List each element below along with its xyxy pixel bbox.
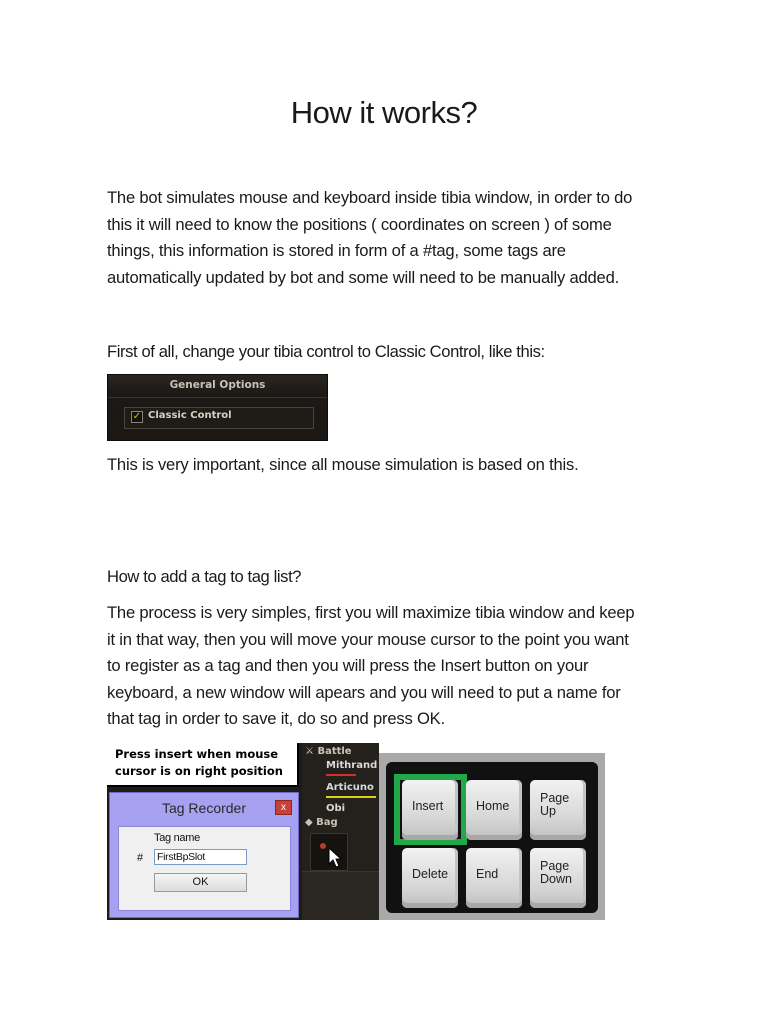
section2-heading: How to add a tag to tag list? [107, 567, 302, 586]
dialog-title: Tag Recorder [161, 800, 247, 816]
battle-name: Articuno [326, 782, 374, 793]
general-options-image [107, 374, 328, 441]
bag-slot [310, 833, 348, 871]
note-line: cursor is on right position [115, 764, 283, 778]
key-label: Home [476, 799, 510, 813]
general-options-header: General Options [108, 375, 327, 398]
dialog-body [118, 826, 291, 911]
page-up-key [530, 780, 586, 840]
battle-name: Mithrand [326, 760, 378, 771]
instruction-note [107, 743, 299, 787]
battle-name: Obi [326, 803, 346, 814]
classic-control-row [124, 407, 314, 429]
key-label [540, 860, 572, 886]
end-key [466, 848, 522, 908]
key-label: Insert [412, 799, 444, 813]
intro-paragraph [107, 185, 667, 291]
tag-recorder-image [107, 743, 379, 920]
close-button[interactable]: x [275, 800, 292, 815]
key-label: End [476, 867, 499, 881]
body-line: it in that way, then you will move your mouse cursor to the point you want [107, 629, 629, 649]
hash-label: # [137, 852, 144, 864]
keyboard-image [379, 753, 605, 920]
home-key [466, 780, 522, 840]
mouse-cursor-icon [311, 834, 347, 870]
section1-note: This is very important, since all mouse simulation is based on this. [107, 455, 579, 474]
tag-recorder-dialog [109, 792, 299, 918]
bag-label: ◆ Bag [305, 817, 338, 828]
tag-name-label: Tag name [154, 832, 200, 844]
checkmark-icon: ✓ [132, 411, 142, 422]
note-line: Press insert when mouse [115, 747, 279, 761]
page-title: How it works? [290, 95, 478, 130]
key-label-line: Page [540, 791, 570, 805]
page-down-key [530, 848, 586, 908]
sidebar-lower-panel [302, 871, 379, 920]
key-label-line: Page [540, 859, 570, 873]
body-line: keyboard, a new window will apears and you will need to put a name for [107, 682, 621, 702]
tag-name-input[interactable]: FirstBpSlot [154, 849, 247, 865]
battle-label: ⚔ Battle [305, 746, 352, 757]
ok-button[interactable]: OK [154, 873, 247, 892]
insert-key [402, 780, 458, 840]
health-bar [326, 774, 356, 776]
game-sidebar [302, 743, 379, 920]
body-line: to register as a tag and then you will press the Insert button on your [107, 656, 589, 675]
key-label-line: Down [540, 872, 572, 886]
intro-line: this it will need to know the positions ( coordinates on screen ) of some [107, 214, 612, 234]
health-bar [326, 796, 376, 798]
intro-line: The bot simulates mouse and keyboard inside tibia window, in order to do [107, 188, 633, 207]
key-label-line: Up [540, 804, 556, 818]
intro-line: things, this information is stored in form of a #tag, some tags are [107, 241, 566, 260]
classic-control-label: Classic Control [148, 410, 232, 421]
key-label [540, 792, 569, 818]
keyboard-frame [386, 762, 598, 913]
dialog-titlebar [110, 793, 298, 821]
intro-line: automatically updated by bot and some will need to be manually added. [107, 267, 620, 287]
delete-key [402, 848, 458, 908]
section1-heading: First of all, change your tibia control to Classic Control, like this: [107, 342, 545, 361]
key-label: Delete [412, 867, 449, 881]
body-line: The process is very simples, first you will maximize tibia window and keep [107, 603, 635, 622]
section2-paragraph [107, 600, 667, 733]
body-line: that tag in order to save it, do so and press OK. [107, 709, 445, 728]
